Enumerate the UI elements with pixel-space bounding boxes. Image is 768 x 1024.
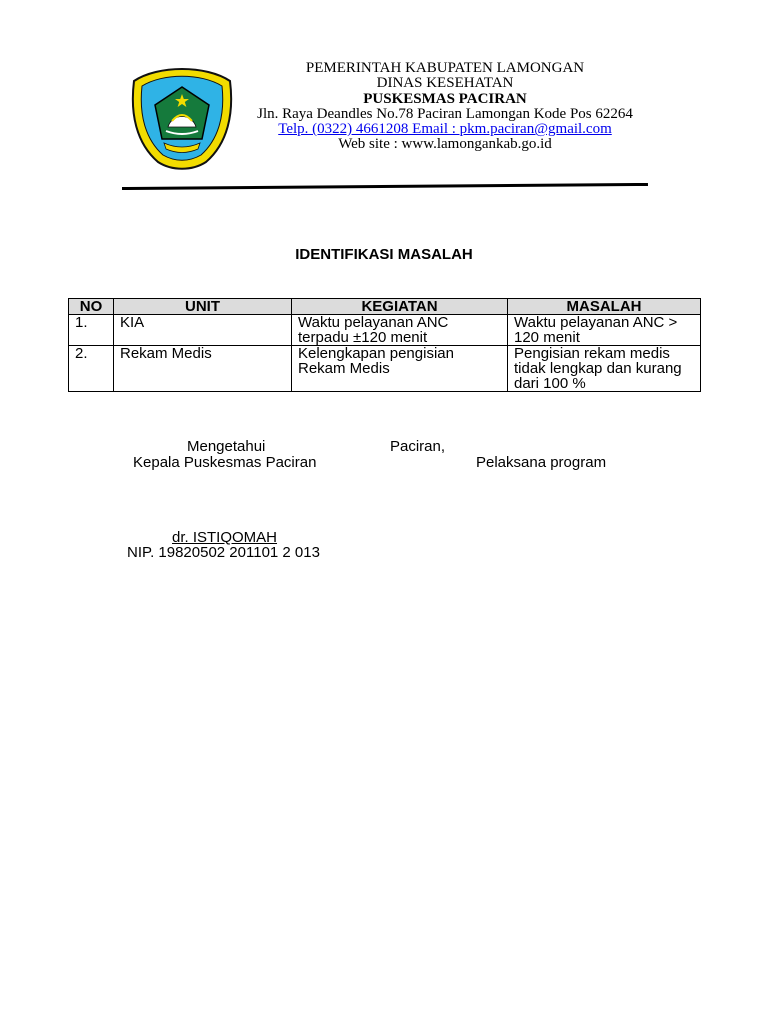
cell-no — [69, 346, 114, 392]
problem-identification-table — [68, 298, 701, 392]
cell-kegiatan-line: Rekam Medis — [298, 360, 390, 377]
column-header-unit: UNIT — [114, 299, 292, 315]
cell-no — [69, 315, 114, 346]
agency-name: DINAS KESEHATAN — [376, 75, 514, 92]
cell-unit — [114, 315, 292, 346]
cell-masalah-line: Waktu pelayanan ANC > — [514, 314, 678, 331]
cell-masalah — [508, 315, 701, 346]
signatory-nip: NIP. 19820502 201101 2 013 — [127, 544, 320, 561]
clinic-name: PUSKESMAS PACIRAN — [363, 90, 527, 107]
cell-kegiatan — [292, 315, 508, 346]
place-label: Paciran, — [390, 438, 446, 455]
document-title: IDENTIFIKASI MASALAH — [295, 246, 473, 263]
head-role-label: Kepala Puskesmas Paciran — [133, 454, 317, 471]
column-header-kegiatan: KEGIATAN — [292, 299, 508, 315]
signatory-name: dr. ISTIQOMAH — [172, 529, 278, 546]
cell-kegiatan-line: Waktu pelayanan ANC — [298, 314, 449, 331]
implementer-role-label: Pelaksana program — [476, 454, 607, 471]
cell-unit — [114, 346, 292, 392]
cell-masalah-line: dari 100 % — [514, 375, 586, 392]
column-header-masalah: MASALAH — [508, 299, 701, 315]
contact-link[interactable]: Telp. (0322) 4661208 Email : pkm.paciran@gmail.com — [278, 121, 612, 138]
cell-masalah-line: 120 menit — [514, 329, 580, 346]
column-header-no: NO — [69, 299, 114, 315]
address-line: Jln. Raya Deandles No.78 Paciran Lamongan Kode Pos 62264 — [257, 105, 633, 122]
letterhead-divider — [122, 183, 648, 190]
cell-no-text: 1. — [75, 314, 88, 331]
cell-masalah — [508, 346, 701, 392]
table-header-row — [69, 299, 701, 315]
letterhead — [200, 61, 690, 153]
website-line: Web site : www.lamongankab.go.id — [338, 136, 552, 153]
cell-kegiatan-line: terpadu ±120 menit — [298, 329, 428, 346]
cell-masalah-line: Pengisian rekam medis — [514, 345, 670, 362]
cell-kegiatan-line: Kelengkapan pengisian — [298, 345, 454, 362]
acknowledged-label: Mengetahui — [187, 438, 266, 455]
cell-unit-text: Rekam Medis — [120, 345, 212, 362]
table-row — [69, 315, 701, 346]
cell-unit-text: KIA — [120, 314, 145, 331]
cell-no-text: 2. — [75, 345, 88, 362]
government-name: PEMERINTAH KABUPATEN LAMONGAN — [305, 60, 585, 76]
cell-kegiatan — [292, 346, 508, 392]
table-row — [69, 346, 701, 392]
cell-masalah-line: tidak lengkap dan kurang — [514, 360, 682, 377]
